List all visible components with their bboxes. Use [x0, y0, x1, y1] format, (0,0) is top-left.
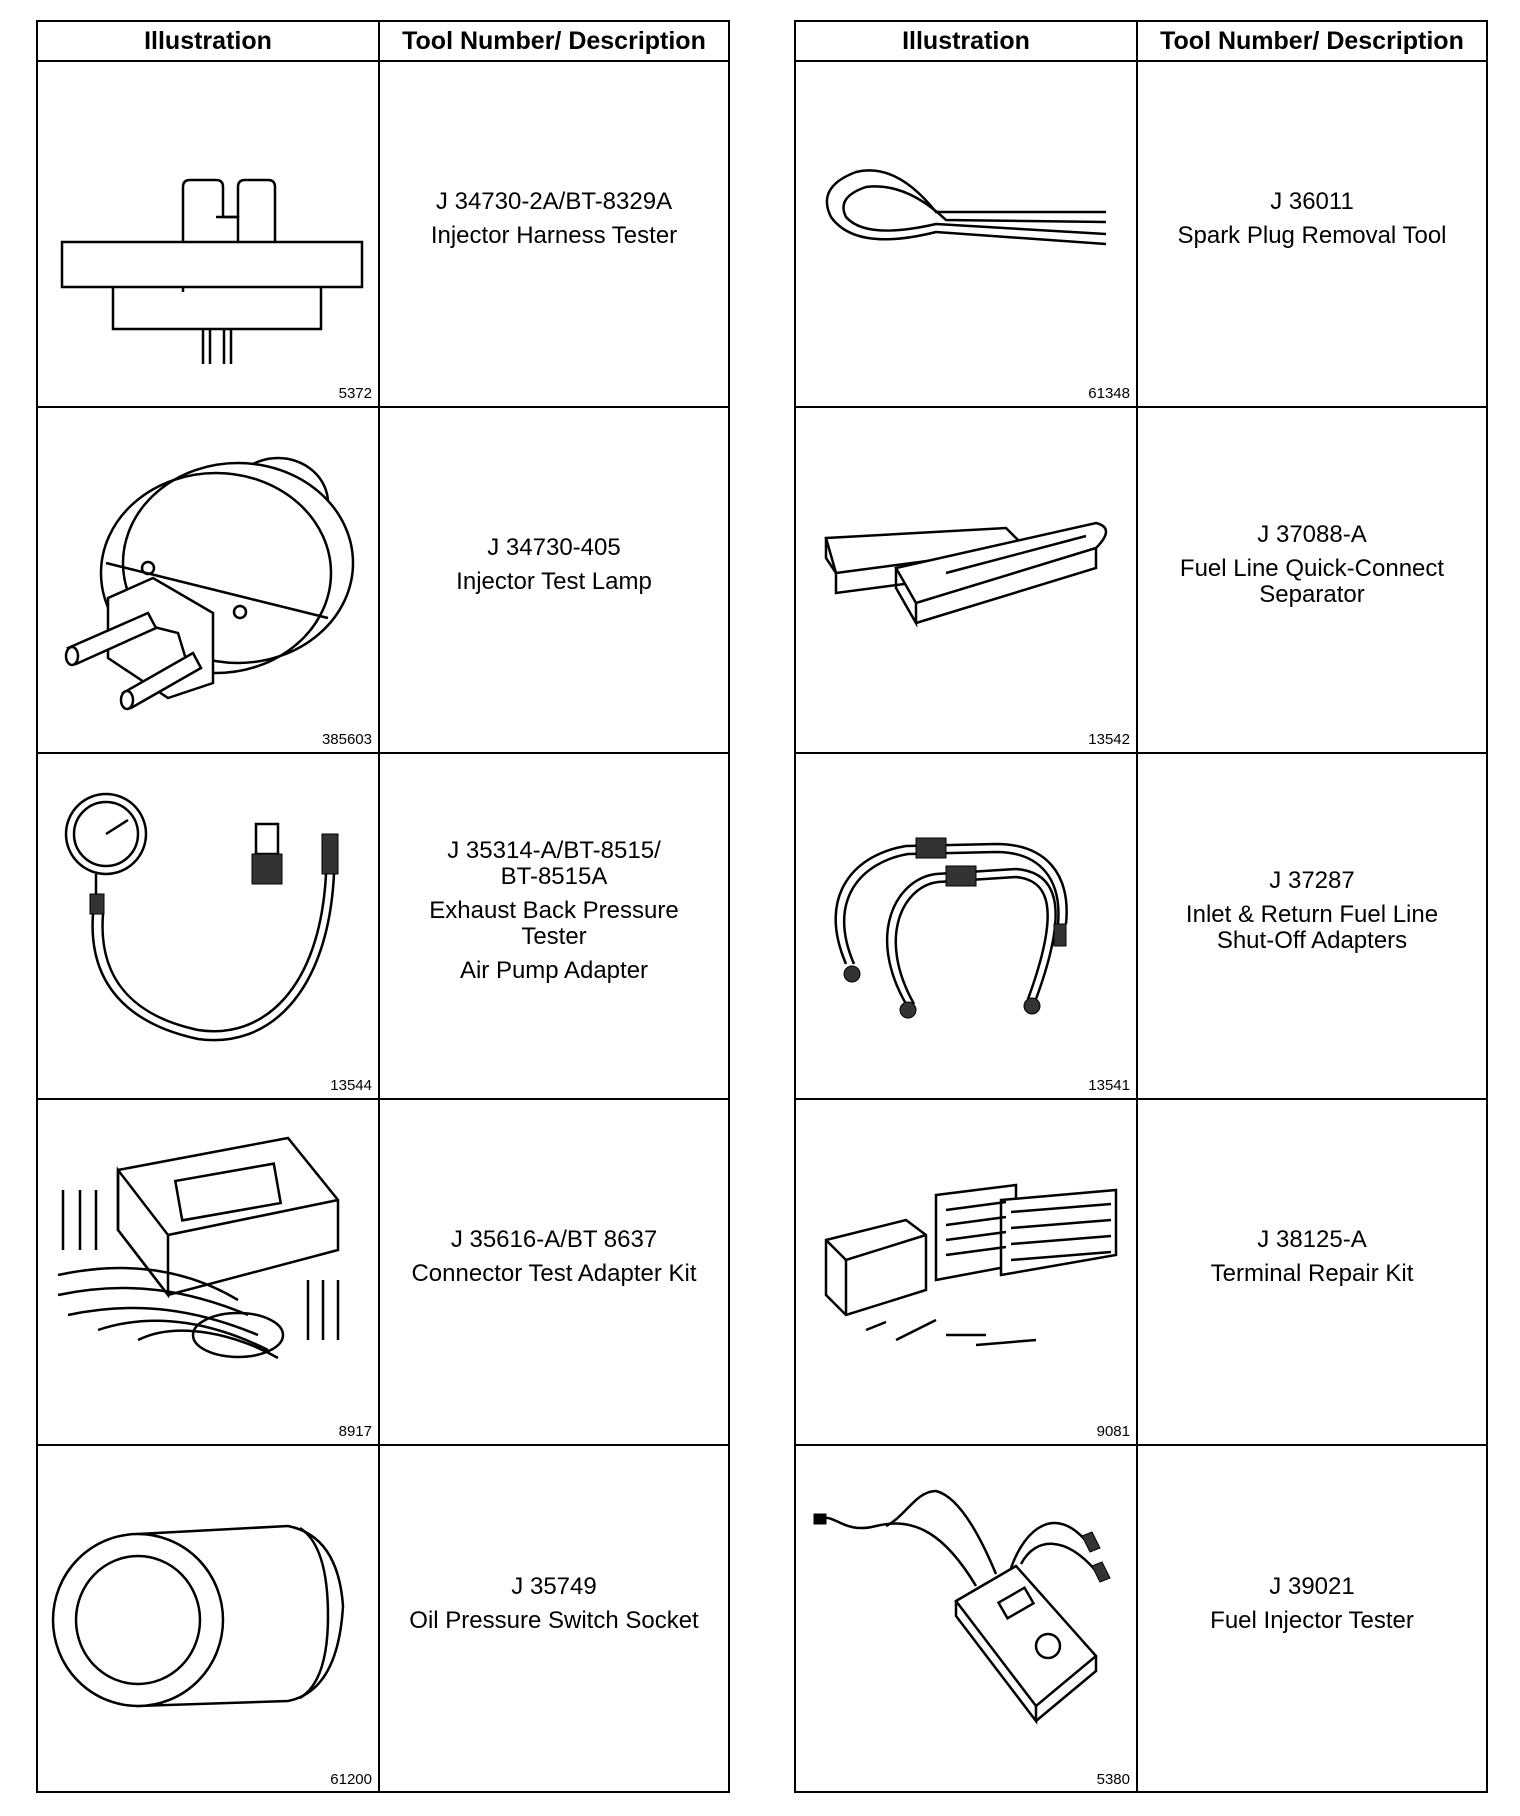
tool-description-cell: [380, 754, 728, 1098]
tool-description: Connector Test Adapter Kit: [411, 1260, 697, 1287]
tool-number: J 34730-405: [487, 534, 621, 561]
tool-number: J 39021: [1269, 1573, 1355, 1600]
illustration-cell: [38, 408, 380, 752]
tool-description-cell: [380, 1446, 728, 1792]
illustration-cell: [38, 62, 380, 406]
table-row: [796, 1100, 1486, 1446]
tool-number: J 37088-A: [1257, 521, 1367, 548]
tool-description-cell: [1138, 408, 1486, 752]
tool-number: J 35314-A/BT-8515/ BT-8515A: [447, 837, 661, 890]
tool-description: Terminal Repair Kit: [1210, 1260, 1414, 1287]
tool-number: J 36011: [1270, 188, 1354, 215]
injector-test-lamp-illustration: [38, 408, 378, 754]
tool-number: J 34730-2A/BT-8329A: [435, 188, 673, 215]
illustration-cell: [38, 1100, 380, 1444]
tools-table-right: [794, 20, 1488, 1793]
fuel-line-shut-off-adapters-illustration: [796, 754, 1136, 1100]
header-illustration: Illustration: [38, 22, 380, 60]
tool-description: Injector Test Lamp: [456, 568, 652, 595]
figure-number: 13544: [330, 1077, 372, 1094]
illustration-cell: [796, 1100, 1138, 1444]
tool-description-cell: [1138, 1446, 1486, 1792]
connector-test-adapter-kit-illustration: [38, 1100, 378, 1446]
tool-description: Exhaust Back Pressure Tester: [429, 897, 679, 950]
injector-harness-tester-illustration: [38, 62, 378, 408]
figure-number: 8917: [338, 1423, 372, 1440]
tool-description: Fuel Line Quick-Connect Separator: [1179, 555, 1445, 608]
figure-number: 13542: [1088, 731, 1130, 748]
tool-number: J 35616-A/BT 8637: [450, 1226, 658, 1253]
table-row: [38, 62, 728, 408]
table-row: [796, 754, 1486, 1100]
tool-description-cell: [380, 1100, 728, 1444]
tool-number: J 35749: [511, 1573, 597, 1600]
fuel-injector-tester-illustration: [796, 1446, 1136, 1792]
tool-description-cell: [1138, 754, 1486, 1098]
illustration-cell: [38, 1446, 380, 1792]
illustration-cell: [796, 754, 1138, 1098]
tool-description-cell: [380, 408, 728, 752]
figure-number: 61200: [330, 1771, 372, 1788]
illustration-cell: [796, 1446, 1138, 1792]
table-header: [796, 22, 1486, 62]
tool-number: J 37287: [1269, 867, 1355, 894]
tool-description: Spark Plug Removal Tool: [1177, 222, 1447, 249]
figure-number: 5380: [1096, 1771, 1130, 1788]
header-tool-number: Tool Number/ Description: [402, 26, 706, 55]
header-tool-number: Tool Number/ Description: [1160, 26, 1464, 55]
tool-number: J 38125-A: [1257, 1226, 1367, 1253]
figure-number: 385603: [321, 731, 372, 748]
tools-table-left: [36, 20, 730, 1793]
tool-description-cell: [1138, 62, 1486, 406]
illustration-cell: [796, 62, 1138, 406]
tool-description: Fuel Injector Tester: [1210, 1607, 1414, 1634]
spark-plug-removal-tool-illustration: [796, 62, 1136, 408]
fuel-line-quick-connect-separator-illustration: [796, 408, 1136, 754]
tool-description: Oil Pressure Switch Socket: [409, 1607, 699, 1634]
tool-description-cell: [380, 62, 728, 406]
illustration-cell: [38, 754, 380, 1098]
tool-description-secondary: Air Pump Adapter: [459, 957, 649, 984]
oil-pressure-switch-socket-illustration: [38, 1446, 378, 1792]
figure-number: 61348: [1088, 385, 1130, 402]
tool-description: Injector Harness Tester: [430, 222, 678, 249]
exhaust-back-pressure-tester-illustration: [38, 754, 378, 1100]
table-row: [796, 408, 1486, 754]
table-row: [38, 1446, 728, 1792]
tool-description-cell: [1138, 1100, 1486, 1444]
table-row: [796, 1446, 1486, 1792]
table-row: [38, 754, 728, 1100]
table-row: [38, 408, 728, 754]
figure-number: 13541: [1088, 1077, 1130, 1094]
table-row: [796, 62, 1486, 408]
terminal-repair-kit-illustration: [796, 1100, 1136, 1446]
tool-description: Inlet & Return Fuel Line Shut-Off Adapters: [1185, 901, 1439, 954]
illustration-cell: [796, 408, 1138, 752]
table-header: [38, 22, 728, 62]
figure-number: 9081: [1096, 1423, 1130, 1440]
figure-number: 5372: [338, 385, 372, 402]
header-illustration: Illustration: [796, 22, 1138, 60]
table-row: [38, 1100, 728, 1446]
